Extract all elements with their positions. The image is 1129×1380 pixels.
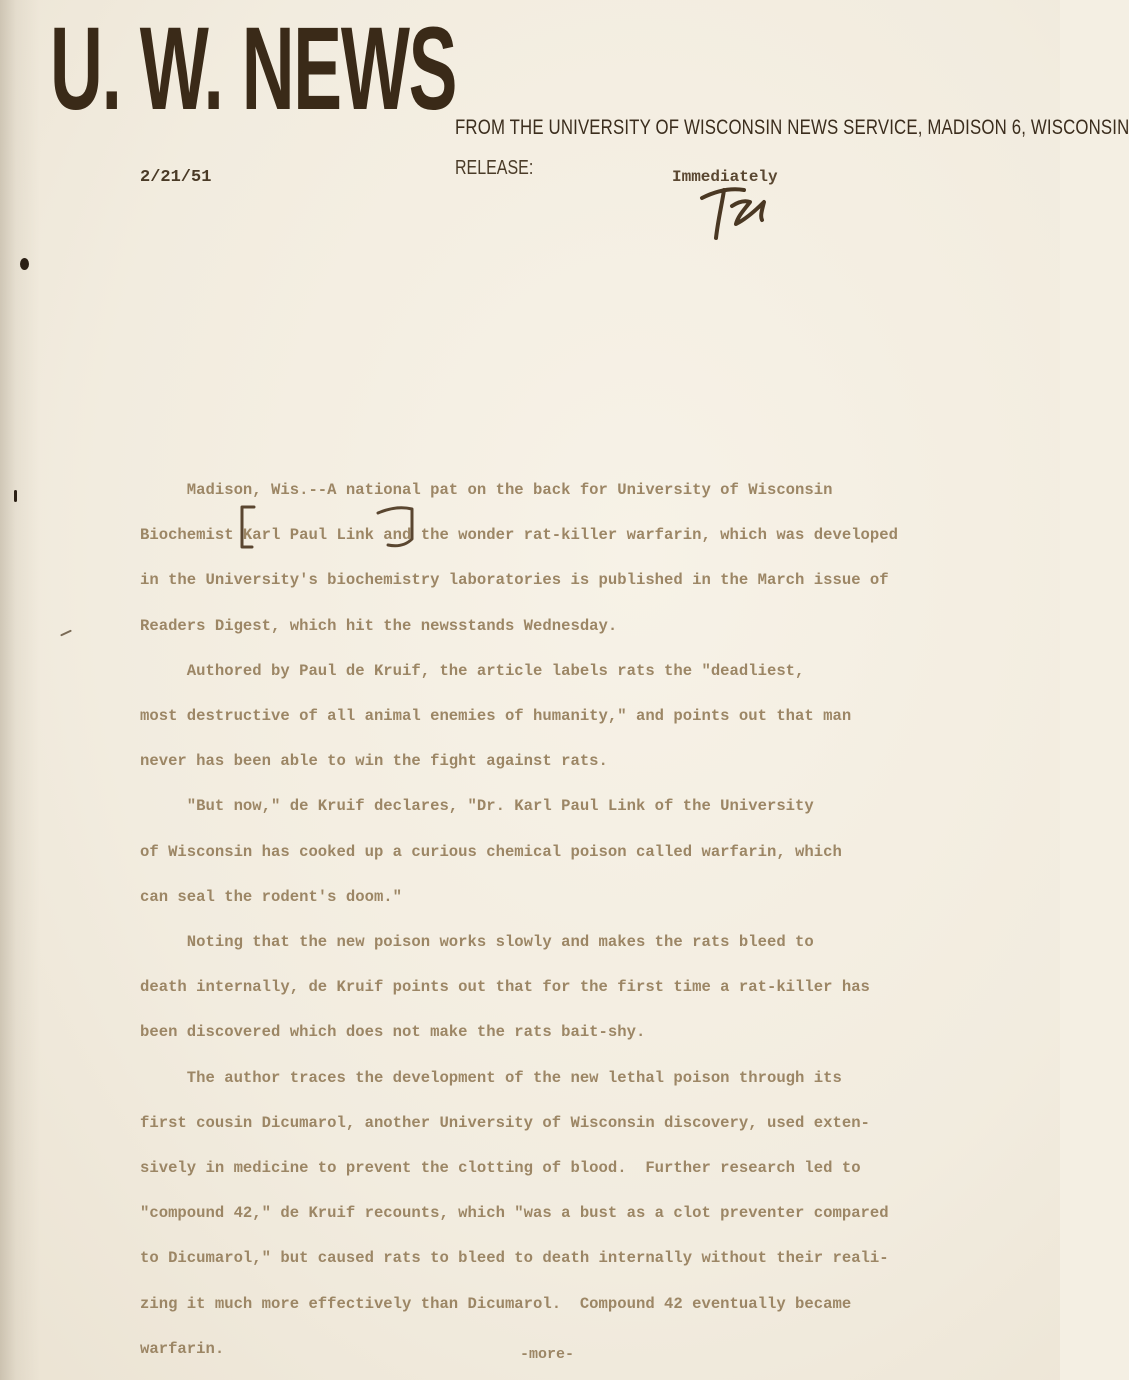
release-value: Immediately <box>672 168 778 186</box>
body-line: Madison, Wis.--A national pat on the back for University of Wisconsin <box>140 481 833 499</box>
body-line: to Dicumarol," but caused rats to bleed to death internally without their reali- <box>140 1249 889 1268</box>
body-line: Authored by Paul de Kruif, the article labels rats the "deadliest, <box>140 661 805 680</box>
body-line: Noting that the new poison works slowly and makes the rats bleed to <box>140 933 814 952</box>
body-line: been discovered which does not make the rats bait-shy. <box>140 1023 646 1042</box>
body-line: sively in medicine to prevent the clotting of blood. Further research led to <box>140 1159 861 1178</box>
body-line: can seal the rodent's doom." <box>140 887 403 906</box>
masthead-title: U. W. NEWS <box>50 3 457 135</box>
body-line: of Wisconsin has cooked up a curious chemical poison called warfarin, which <box>140 842 842 861</box>
body-line: "But now," de Kruif declares, "Dr. Karl Paul Link of the University <box>140 797 814 816</box>
page-edge-stain <box>0 0 40 1380</box>
body-line: first cousin Dicumarol, another University of Wisconsin discovery, used exten- <box>140 1113 870 1132</box>
body-line: most destructive of all animal enemies of humanity," and points out that man <box>140 707 852 726</box>
body-line: Readers Digest, which hit the newsstands Wednesday. <box>140 616 618 635</box>
body-line: warfarin. <box>140 1339 225 1358</box>
article-body <box>140 468 1020 1372</box>
ink-speck <box>20 258 29 270</box>
news-service-line: FROM THE UNIVERSITY OF WISCONSIN NEWS SERVICE, MADISON 6, WISCONSIN <box>455 116 1129 139</box>
ink-speck <box>14 490 17 502</box>
body-line: Biochemist Karl Paul Link and the wonder rat-killer warfarin, which was developed <box>140 526 898 545</box>
body-line: zing it much more effectively than Dicumarol. Compound 42 eventually became <box>140 1294 852 1313</box>
body-line: never has been able to win the fight against rats. <box>140 752 608 771</box>
body-line: in the University's biochemistry laboratories is published in the March issue of <box>140 571 889 590</box>
pencil-mark <box>60 630 72 637</box>
body-line: death internally, de Kruif points out that for the first time a rat-killer has <box>140 978 870 997</box>
more-marker: -more- <box>520 1346 575 1363</box>
release-date: 2/21/51 <box>140 168 212 187</box>
body-line: "compound 42," de Kruif recounts, which "was a bust as a clot preventer compared <box>140 1204 889 1223</box>
release-label: RELEASE: <box>455 157 534 179</box>
body-line: The author traces the development of the new lethal poison through its <box>140 1068 842 1087</box>
handwritten-initials-mark <box>698 180 778 242</box>
